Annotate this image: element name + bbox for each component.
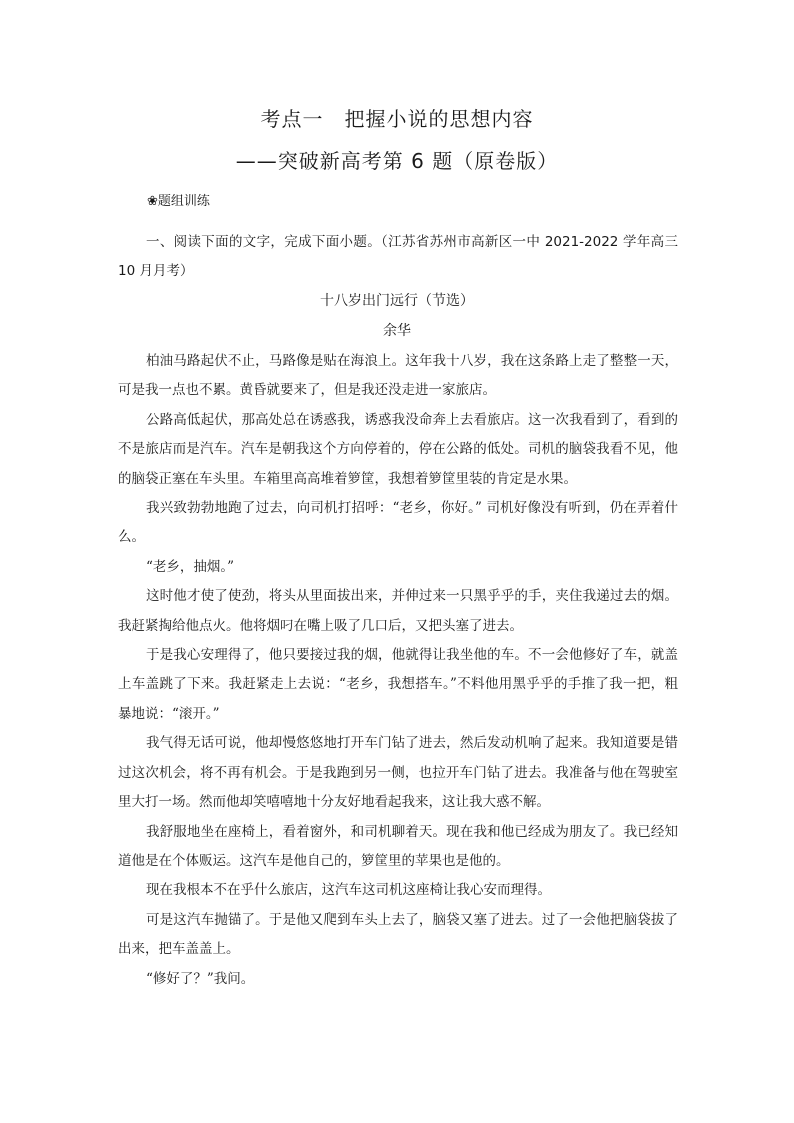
story-paragraph: 这时他才使了使劲，将头从里面拔出来，并伸过来一只黑乎乎的手，夹住我递过去的烟。我赶紧掏给他点火。他将烟叼在嘴上吸了几口后，又把头塞了进去。 bbox=[118, 588, 678, 634]
story-author: 余华 bbox=[383, 323, 411, 339]
section-label: ❀题组训练 bbox=[147, 194, 210, 209]
question-intro: 一、阅读下面的文字，完成下面小题。（江苏省苏州市高新区一中 2021-2022 学年高三 10 月月考） bbox=[118, 234, 678, 279]
story-paragraph: 公路高低起伏，那高处总在诱惑我，诱惑我没命奔上去看旅店。这一次我看到了，看到的不是旅店而是汽车。汽车是朝我这个方向停着的，停在公路的低处。司机的脑袋我看不见，他的脑袋正塞在车头里。车箱里高高堆着箩筐，我想着箩筐里装的肯定是水果。 bbox=[118, 411, 678, 487]
story-body bbox=[118, 347, 678, 994]
page-title: 考点一 把握小说的思想内容 bbox=[260, 107, 534, 131]
story-paragraph: “修好了？”我问。 bbox=[146, 970, 255, 987]
story-paragraph: 于是我心安理得了，他只要接过我的烟，他就得让我坐他的车。不一会他修好了车，就盖上车盖跳了下来。我赶紧走上去说：“老乡，我想搭车。”不料他用黑乎乎的手推了我一把，粗暴地说：“滚开。” bbox=[118, 647, 678, 722]
story-paragraph: “老乡，抽烟。” bbox=[146, 558, 235, 575]
page-subtitle: ——突破新高考第 6 题（原卷版） bbox=[235, 149, 559, 173]
story-title: 十八岁出门远行（节选） bbox=[320, 293, 474, 309]
story-paragraph: 我舒服地坐在座椅上，看着窗外，和司机聊着天。现在我和他已经成为朋友了。我已经知道他是在个体贩运。这汽车是他自己的，箩筐里的苹果也是他的。 bbox=[118, 823, 678, 869]
story-paragraph: 现在我根本不在乎什么旅店，这汽车这司机这座椅让我心安而理得。 bbox=[146, 882, 551, 899]
story-paragraph: 我兴致勃勃地跑了过去，向司机打招呼：“老乡，你好。” 司机好像没有听到，仍在弄着什么。 bbox=[118, 500, 678, 546]
story-paragraph: 我气得无话可说，他却慢悠悠地打开车门钻了进去，然后发动机响了起来。我知道要是错过这次机会，将不再有机会。于是我跑到另一侧，也拉开车门钻了进去。我准备与他在驾驶室里大打一场。然而他却笑嘻嘻地十分友好地看起我来，这让我大惑不解。 bbox=[118, 735, 678, 811]
story-paragraph: 柏油马路起伏不止，马路像是贴在海浪上。这年我十八岁，我在这条路上走了整整一天，可是我一点也不累。黄昏就要来了，但是我还没走进一家旅店。 bbox=[118, 353, 678, 399]
story-paragraph: 可是这汽车抛锚了。于是他又爬到车头上去了，脑袋又塞了进去。过了一会他把脑袋拔了出来，把车盖盖上。 bbox=[118, 911, 678, 958]
